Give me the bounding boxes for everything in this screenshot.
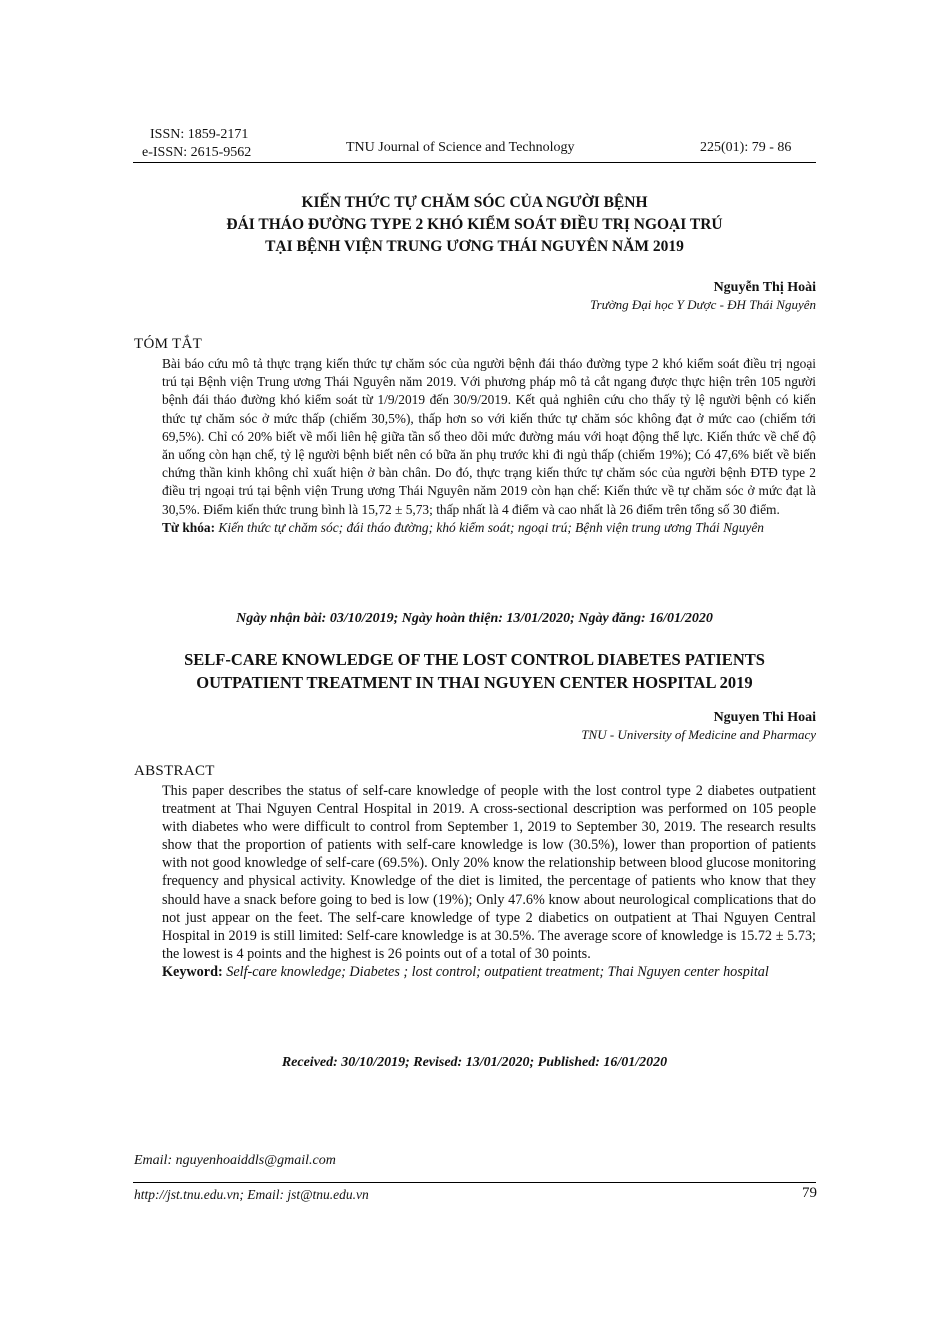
page-number: 79 bbox=[802, 1185, 817, 1201]
issue-pages: 225(01): 79 - 86 bbox=[700, 140, 792, 155]
vietnamese-author: Nguyễn Thị Hoài bbox=[713, 280, 816, 295]
vietnamese-title-line: KIẾN THỨC TỰ CHĂM SÓC CỦA NGƯỜI BỆNH bbox=[301, 194, 648, 211]
english-keywords: Self-care knowledge; Diabetes ; lost control; outpatient treatment; Thai Nguyen center hospital bbox=[226, 963, 769, 980]
english-keyword-label: Keyword: bbox=[162, 963, 223, 980]
english-abstract-text: This paper describes the status of self-care knowledge of people with the lost control type 2 diabetes outpatient treatment at Thai Nguyen Central Hospital in 2019. A cross-sectional description was performed on 105 people with diabetes who were difficult to control from September 1, 2019 to September 30, 2019. The research results show that the proportion of patients with self-care knowledge is low (30.5%), lower than proportion of patients with not good knowledge of self-care (69.5%). Only 20% know the relationship between blood glucose monitoring frequency and physical activity. Knowledge of the diet is limited, the percentage of patients who know that they should have a snack before going to bed is low (19%); Only 47.6% know about neurological complications that do not just appear on the feet. The self-care knowledge of type 2 diabetics on outpatient at Thai Nguyen Central Hospital in 2019 is still limited: Self-care knowledge is at 30.5%. The average score of knowledge is 15.72 ± 5.73; the lowest is 4 points and the highest is 26 points out of a total of 30 points. bbox=[162, 783, 816, 962]
english-title bbox=[133, 648, 816, 694]
english-author: Nguyen Thi Hoai bbox=[713, 710, 816, 725]
vietnamese-abstract-text: Bài báo cứu mô tả thực trạng kiến thức tự chăm sóc của người bệnh đái tháo đường type 2 khó kiểm soát điều trị ngoại trú tại Bệnh viện Trung ương Thái Nguyên năm 2019. Với phương pháp mô tả cắt ngang được thực hiện trên 105 người bệnh đái tháo đường khó kiểm soát từ 1/9/2019 đến 30/9/2019. Kết quả nghiên cứu cho thấy tỷ lệ người bệnh có kiến thức tự chăm sóc ở mức thấp (chiếm 30,5%), thấp hơn so với kiến thức tự chăm sóc không đạt ở mức cao (chiếm tới 69,5%). Chỉ có 20% biết về mối liên hệ giữa tần số theo dõi mức đường máu với hoạt động thể lực. Kiến thức về chế độ ăn uống còn hạn chế, tỷ lệ người bệnh biết nên có bữa ăn phụ trước khi đi ngủ thấp (chiếm 19%); Có 47,6% biết về biến chứng thần kinh không chỉ xuất hiện ở bàn chân. Do đó, thực trạng kiến thức tự chăm sóc của người bệnh ĐTĐ type 2 điều trị ngoại trú tại bệnh viện Trung ương Thái Nguyên năm 2019 còn hạn chế: Kiến thức về tự chăm sóc ở mức đạt là 30,5%. Điểm kiến thức trung bình là 15,72 ± 5,73; thấp nhất là 4 điểm và cao nhất là 26 điểm trên tổng số 30 điểm. bbox=[162, 356, 816, 517]
footer-divider bbox=[133, 1182, 816, 1183]
english-abstract bbox=[162, 782, 816, 981]
vietnamese-title-line: ĐÁI THÁO ĐƯỜNG TYPE 2 KHÓ KIỂM SOÁT ĐIỀU TRỊ NGOẠI TRÚ bbox=[226, 216, 723, 233]
issn: ISSN: 1859-2171 bbox=[150, 127, 249, 142]
english-title-line: SELF-CARE KNOWLEDGE OF THE LOST CONTROL DIABETES PATIENTS bbox=[184, 650, 765, 669]
vietnamese-title bbox=[133, 192, 816, 258]
author-email: Email: nguyenhoaiddls@gmail.com bbox=[134, 1153, 336, 1168]
issn-block bbox=[142, 126, 252, 162]
vietnamese-dates: Ngày nhận bài: 03/10/2019; Ngày hoàn thiện: 13/01/2020; Ngày đăng: 16/01/2020 bbox=[236, 611, 713, 626]
vietnamese-title-line: TẠI BỆNH VIỆN TRUNG ƯƠNG THÁI NGUYÊN NĂM 2019 bbox=[265, 238, 684, 255]
english-affiliation: TNU - University of Medicine and Pharmacy bbox=[581, 727, 816, 742]
header-divider bbox=[133, 162, 816, 163]
vietnamese-abstract bbox=[162, 355, 816, 537]
vietnamese-keywords: Kiến thức tự chăm sóc; đái tháo đường; khó kiểm soát; ngoại trú; Bệnh viện trung ương Thái Nguyên bbox=[218, 519, 764, 535]
footer-links[interactable]: http://jst.tnu.edu.vn; Email: jst@tnu.edu.vn bbox=[134, 1187, 369, 1202]
e-issn: e-ISSN: 2615-9562 bbox=[142, 145, 252, 160]
journal-name: TNU Journal of Science and Technology bbox=[346, 140, 575, 155]
english-dates: Received: 30/10/2019; Revised: 13/01/2020; Published: 16/01/2020 bbox=[281, 1055, 668, 1070]
english-title-line: OUTPATIENT TREATMENT IN THAI NGUYEN CENTER HOSPITAL 2019 bbox=[196, 673, 753, 692]
vietnamese-keyword-label: Từ khóa: bbox=[162, 519, 216, 535]
english-abstract-heading: ABSTRACT bbox=[134, 763, 215, 779]
vietnamese-abstract-heading: TÓM TẮT bbox=[134, 336, 203, 352]
vietnamese-affiliation: Trường Đại học Y Dược - ĐH Thái Nguyên bbox=[590, 297, 816, 312]
